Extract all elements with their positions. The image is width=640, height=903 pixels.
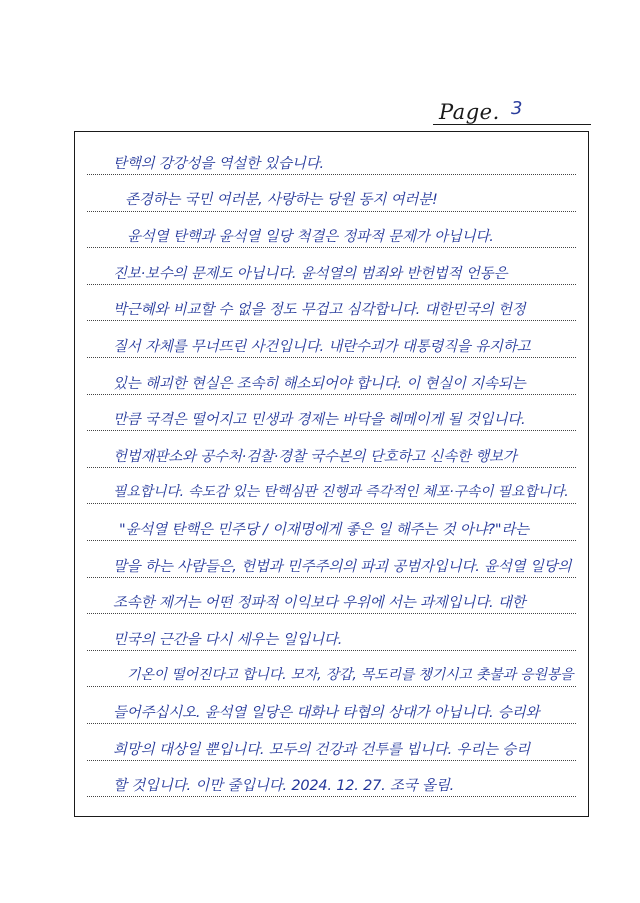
- letter-line: 기온이 떨어진다고 합니다. 모자, 장갑, 목도리를 챙기시고 촛불과 응원봉을: [127, 667, 574, 683]
- letter-sheet: [74, 131, 589, 817]
- page-label: Page.: [439, 100, 500, 124]
- letter-line: 헌법재판소와 공수처·검찰·경찰 국수본의 단호하고 신속한 행보가: [113, 449, 517, 465]
- letter-line: 박근혜와 비교할 수 없을 정도 무겁고 심각합니다. 대한민국의 헌정: [113, 302, 526, 318]
- letter-line: 조속한 제거는 어떤 정파적 이익보다 우위에 서는 과제입니다. 대한: [113, 595, 526, 611]
- letter-line: 필요합니다. 속도감 있는 탄핵심판 진행과 즉각적인 체포·구속이 필요합니다.: [113, 484, 569, 500]
- letter-body: [75, 132, 588, 816]
- letter-line: 민국의 근간을 다시 세우는 일입니다.: [113, 632, 343, 648]
- letter-line: 만큼 국격은 떨어지고 민생과 경제는 바닥을 헤메이게 될 것입니다.: [113, 412, 526, 428]
- letter-line: 있는 해괴한 현실은 조속히 해소되어야 합니다. 이 현실이 지속되는: [113, 376, 526, 392]
- letter-line: "윤석열 탄핵은 민주당 / 이재명에게 좋은 일 해주는 것 아냐?"라는: [119, 522, 529, 538]
- letter-line: 윤석열 탄핵과 윤석열 일당 척결은 정파적 문제가 아닙니다.: [127, 229, 494, 245]
- letter-line: 들어주십시오. 윤석열 일당은 대화나 타협의 상대가 아닙니다. 승리와: [113, 705, 540, 721]
- letter-line: 말을 하는 사람들은, 헌법과 민주주의의 파괴 공범자입니다. 윤석열 일당의: [113, 559, 572, 575]
- letter-line: 탄핵의 강강성을 역설한 있습니다.: [113, 156, 324, 172]
- letter-line: 질서 자체를 무너뜨린 사건입니다. 내란수괴가 대통령직을 유지하고: [113, 339, 531, 355]
- letter-line: 진보·보수의 문제도 아닙니다. 윤석열의 범죄와 반헌법적 언동은: [113, 266, 508, 282]
- header-rule: [433, 124, 591, 125]
- page-header: [433, 98, 591, 128]
- letter-line: 할 것입니다. 이만 줄입니다. 2024. 12. 27. 조국 올림.: [113, 778, 455, 794]
- letter-line: 희망의 대상일 뿐입니다. 모두의 건강과 건투를 빕니다. 우리는 승리: [113, 742, 530, 758]
- letter-line: 존경하는 국민 여러분, 사랑하는 당원 동지 여러분!: [125, 192, 438, 208]
- page-number: 3: [511, 98, 523, 119]
